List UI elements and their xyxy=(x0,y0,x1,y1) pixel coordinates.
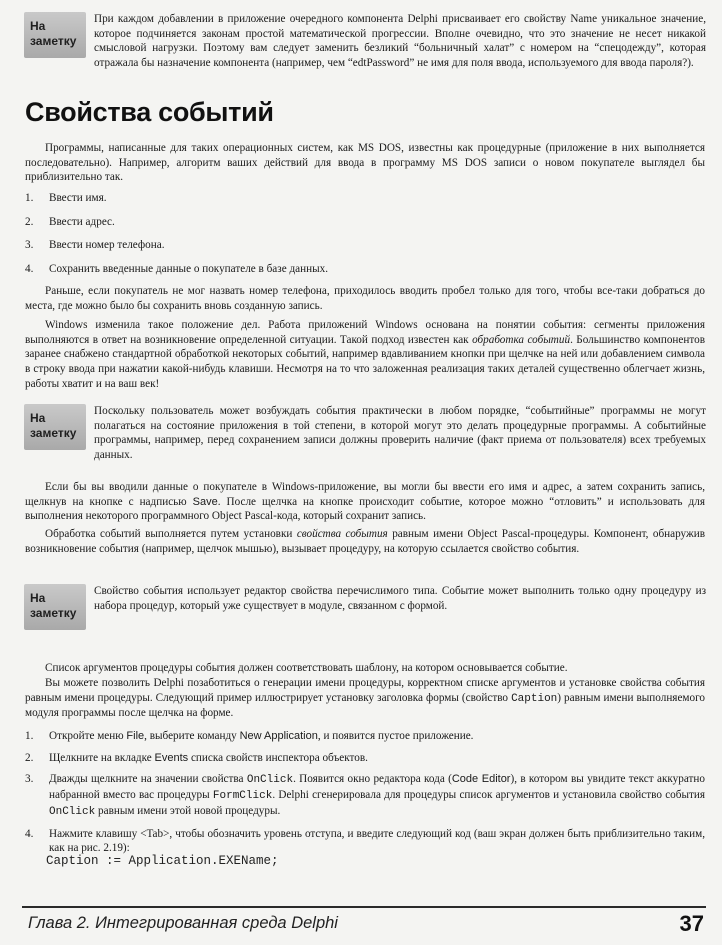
text-run: , и появится пустое приложение. xyxy=(317,730,474,742)
paragraph-windows xyxy=(25,318,705,392)
text-run: Вы можете позволить Delphi позаботиться о генерации имени процедуры, корректном списке аргументов и установке свойства события равным имени процедуры. Следующий пример иллюстрирует установку заголовка формы (свойство xyxy=(25,677,705,704)
list-number: 4. xyxy=(25,263,34,276)
note-badge xyxy=(24,404,86,450)
ui-label-events: Events xyxy=(154,751,189,764)
text-run: . Delphi сгенерировала для процедуры список аргументов и установила свойство события xyxy=(272,789,705,802)
list-text: Ввести имя. xyxy=(49,192,107,204)
list-number: 4. xyxy=(25,827,34,840)
list-text: Нажмите клавишу <Tab>, чтобы обозначить уровень отступа, и введите следующий код (ваш экран должен быть приблизительно таким, как на рис. 2.19): xyxy=(49,827,705,855)
example-steps-list xyxy=(25,729,705,856)
text-run: ), в котором вы увидите текст аккуратно набранной вместо вас процедуры xyxy=(49,773,705,802)
text-run: Если бы вы вводили данные о покупателе в Windows-приложение, вы могли бы ввести его имя и адрес, а затем сохранить запись, щелкнув на кнопке с надписью xyxy=(25,481,705,508)
note-box xyxy=(22,404,706,463)
note-text: Поскольку пользователь может возбуждать события практически в любом порядке, “событийные” программы не могут полагаться на состояние приложения в той степени, в которой могут это делать процедурные программы. А событийные программы, например, перед сохранением записи должны проверить наличие (факт приема от пользователя) всех требуемых данных. xyxy=(94,405,706,462)
section-heading: Свойства событий xyxy=(25,97,274,127)
page-number: 37 xyxy=(679,911,704,936)
term: обработка событий xyxy=(472,333,571,346)
text-run: . После щелчка на кнопке происходит событие, которое можно “отловить” и использовать для выполнения некоторого программного Object Pascal-кода, который сохранит запись. xyxy=(25,495,705,523)
ui-label-command: New Application xyxy=(239,730,318,742)
text-run: Откройте меню xyxy=(49,730,127,742)
text-run: . Появится окно редактора кода ( xyxy=(293,773,452,786)
ui-label-save: Save xyxy=(192,495,218,508)
ui-label-editor: Code Editor xyxy=(451,773,511,786)
note-text: Свойство события использует редактор свойства перечислимого типа. Событие может выполнить только одну процедуру из набора процедур, который уже существует в модуле, связанном с формой. xyxy=(94,585,706,612)
chapter-title: Глава 2. Интегрированная среда Delphi xyxy=(28,914,338,932)
code-block: Caption := Application.EXEName; xyxy=(46,854,279,868)
note-badge-line: На xyxy=(30,411,46,425)
note-badge-line: На xyxy=(30,591,46,605)
list-item xyxy=(25,191,705,206)
paragraph-allow xyxy=(25,676,705,721)
term: свойства события xyxy=(296,528,388,540)
list-number: 3. xyxy=(25,773,34,786)
list-number: 2. xyxy=(25,751,34,764)
text-run: Windows изменила такое положение дел. Работа приложений Windows основана на понятии события: сегменты приложения выполняются в ответ на возникновение определенной ситуации. Такой подход известен как xyxy=(25,319,705,346)
procedural-steps-list xyxy=(25,191,705,277)
list-text: Сохранить введенные данные о покупателе в базе данных. xyxy=(49,263,328,276)
list-item xyxy=(25,772,705,819)
paragraph-handler xyxy=(25,527,705,556)
text-run: ) равным имени выполняемого модуля программы после щелчка на форме. xyxy=(25,691,705,720)
list-text: Ввести номер телефона. xyxy=(49,239,165,252)
text-run: Щелкните на вкладке xyxy=(49,751,155,764)
list-number: 3. xyxy=(25,239,34,252)
intro-paragraph: Программы, написанные для таких операционных систем, как MS DOS, известны как процедурные (приложение в них выполняется последовательно). Например, алгоритм ваших действий для ввода в программу MS DOS записи о новом покупателе выглядел бы приблизительно так. xyxy=(25,142,705,184)
code-inline: FormClick xyxy=(212,790,273,803)
page-footer xyxy=(22,906,706,940)
note-box xyxy=(22,584,706,620)
paragraph-before: Раньше, если покупатель не мог назвать номер телефона, приходилось вводить пробел только для того, чтобы все-таки добраться до места, где можно было бы сохранить вновь созданную запись. xyxy=(25,285,705,312)
note-box xyxy=(22,12,706,71)
code-inline: OnClick xyxy=(246,774,294,787)
code-inline: Caption xyxy=(511,692,558,705)
list-number: 1. xyxy=(25,192,34,204)
text-run: равным имени этой новой процедуры. xyxy=(95,804,281,817)
note-text: При каждом добавлении в приложение очередного компонента Delphi присваивает его свойству Name уникальное значение, которое подчиняется законам простой математической прогрессии. Вполне очевидно, что это значение не несет никакой смысловой нагрузки. Поэтому вам следует заменить безликий “больничный халат” с номером на “спецодежду”, которая отражала бы назначение компонента (например, чем “edtPassword” не имя для поля ввода, используемого для ввода пароля?). xyxy=(94,13,706,70)
code-inline: OnClick xyxy=(49,805,96,818)
note-badge xyxy=(24,12,86,58)
ui-label-file: File xyxy=(126,730,145,742)
text-run: списка свойств инспектора объектов. xyxy=(188,751,368,764)
note-badge xyxy=(24,584,86,630)
list-item xyxy=(25,238,705,253)
note-badge-line: заметку xyxy=(30,426,77,440)
note-badge-line: На xyxy=(30,19,46,33)
list-item xyxy=(25,751,705,766)
paragraph-args: Список аргументов процедуры события должен соответствовать шаблону, на котором основывается событие. xyxy=(45,662,568,674)
list-number: 2. xyxy=(25,215,34,228)
text-run: Дважды щелкните на значении свойства xyxy=(49,773,247,786)
list-text: Ввести адрес. xyxy=(49,215,115,228)
text-run: Обработка событий выполняется путем установки xyxy=(45,528,297,540)
list-item xyxy=(25,215,705,230)
list-item xyxy=(25,262,705,277)
note-badge-line: заметку xyxy=(30,34,77,48)
text-run: , выберите команду xyxy=(144,730,240,742)
list-item xyxy=(25,827,705,856)
text-run: равным имени Object Pascal-процедуры. Компонент, обнаружив возникновение события (например, щелчок мышью), вызывает процедуру, на которую ссылается свойство события. xyxy=(25,528,705,555)
list-number: 1. xyxy=(25,730,34,742)
paragraph-save xyxy=(25,480,705,524)
note-badge-line: заметку xyxy=(30,606,77,620)
list-item xyxy=(25,729,705,744)
text-run: . Большинство компонентов заранее снабжено стандартной обработкой некоторых событий, например вдавливанием кнопки при щелчке на ней или добавлением символа в строку ввода при нажатии какой-нибудь клавиши. Несмотря на то что заложенная реализация таких деталей существенно облегчает жизнь, работы хватит и на ваш век! xyxy=(25,333,705,390)
